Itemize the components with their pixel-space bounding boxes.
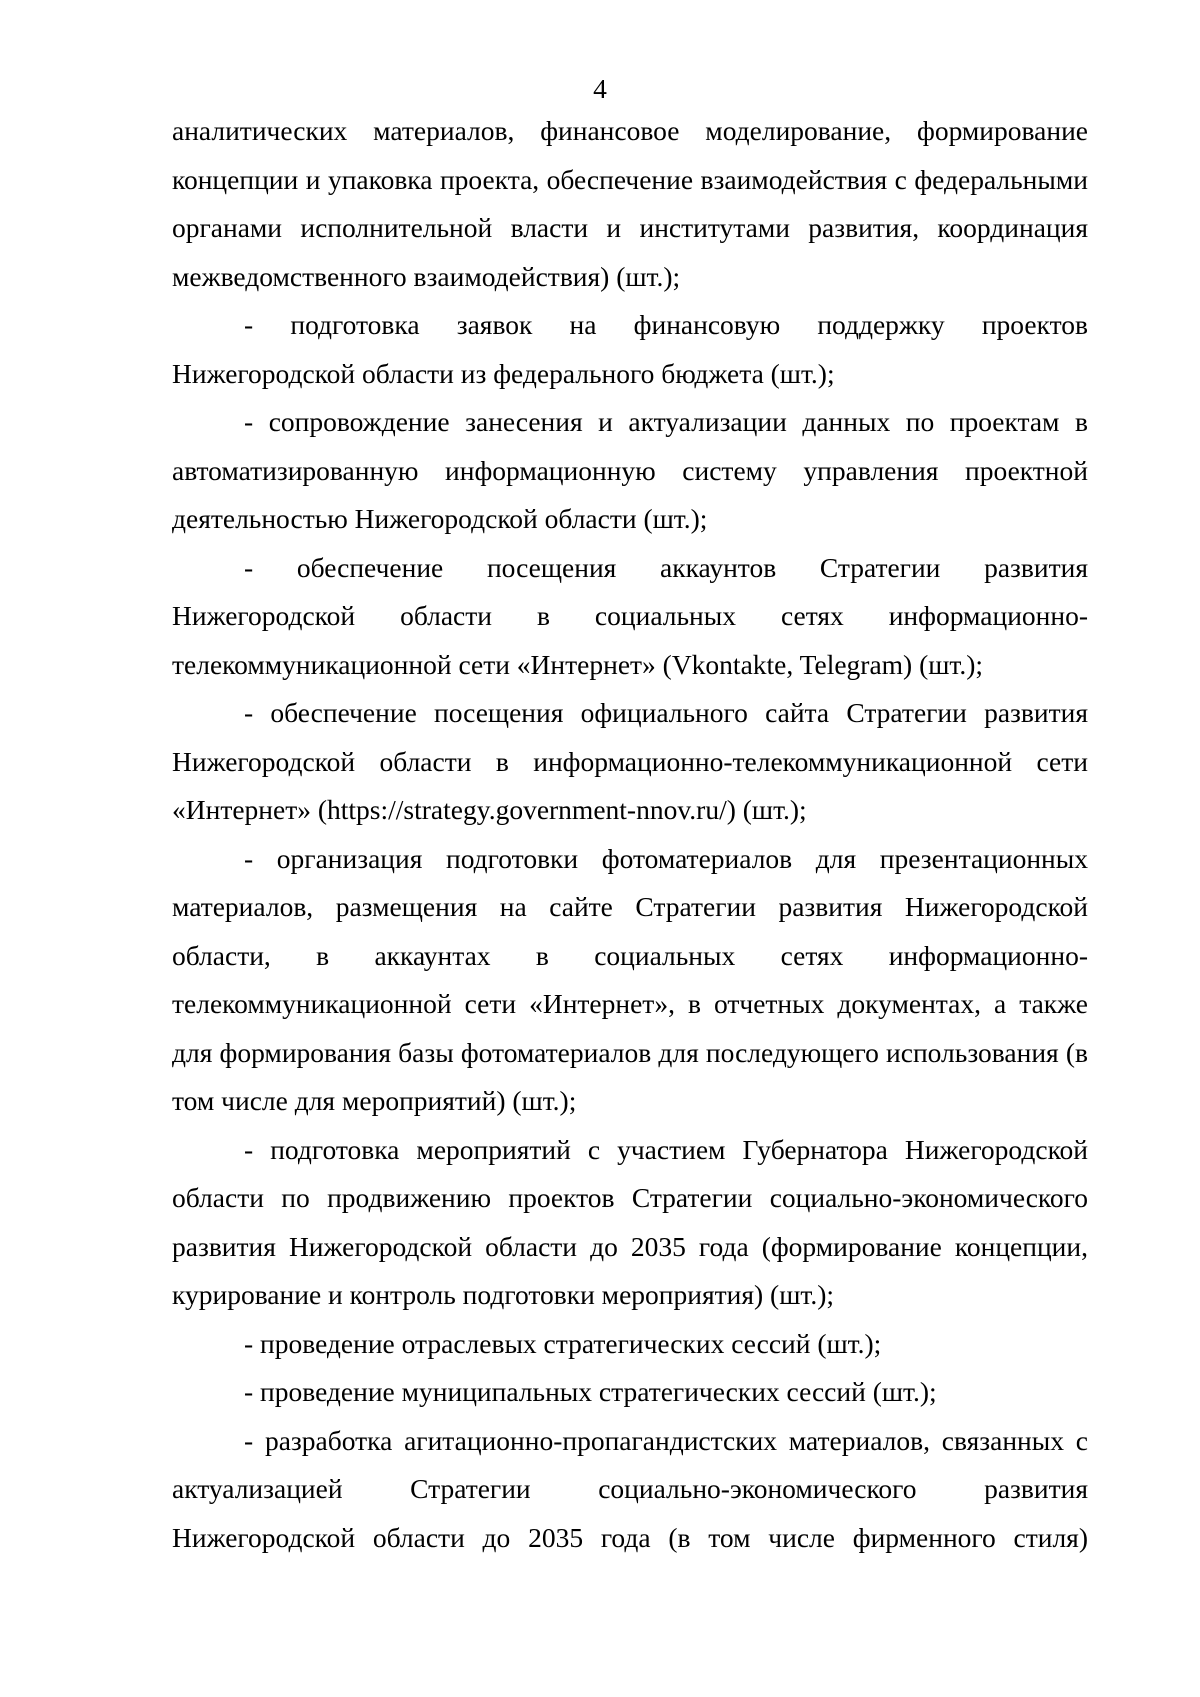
list-item-project-data-support: - сопровождение занесения и актуализации данных по проектам в автоматизированную информационную систему управления проектной деятельностью Нижегородской области (шт.); (172, 406, 1088, 534)
list-item-industry-sessions: - проведение отраслевых стратегических сессий (шт.); (244, 1327, 882, 1359)
list-item-official-site-visits: - обеспечение посещения официального сайта Стратегии развития Нижегородской области в информационно-телекоммуникационной сети «Интернет» (https://strategy.government-nnov.ru/) (шт.); (172, 697, 1088, 825)
page-number: 4 (593, 73, 607, 104)
list-item-promo-materials: - разработка агитационно-пропагандистских материалов, связанных с актуализацией Стратегии социально-экономического развития Нижегородской области до 2035 года (в том числе фирменного стиля) (172, 1424, 1088, 1553)
list-item-municipal-sessions: - проведение муниципальных стратегических сессий (шт.); (244, 1376, 937, 1407)
list-item-governor-events: - подготовка мероприятий с участием Губернатора Нижегородской области по продвижению проектов Стратегии социально-экономического развития Нижегородской области до 2035 года (формирование концепции, курирование и контроль подготовки мероприятия) (шт.); (172, 1133, 1088, 1310)
document-body (172, 107, 1088, 1562)
paragraph-analytics-continuation: аналитических материалов, финансовое моделирование, формирование концепции и упаковка проекта, обеспечение взаимодействия с федеральными органами исполнительной власти и институтами развития, координация межведомственного взаимодействия) (шт.); (172, 115, 1088, 292)
list-item-funding-applications: - подготовка заявок на финансовую поддержку проектов Нижегородской области из федерального бюджета (шт.); (172, 309, 1088, 389)
list-item-social-accounts-visits: - обеспечение посещения аккаунтов Стратегии развития Нижегородской области в социальных сетях информационно-телекоммуникационной сети «Интернет» (Vkontakte, Telegram) (шт.); (172, 551, 1088, 680)
list-item-photo-materials: - организация подготовки фотоматериалов для презентационных материалов, размещения на сайте Стратегии развития Нижегородской области, в аккаунтах в социальных сетях информационно-телекоммуникационной сети «Интернет», в отчетных документах, а также для формирования базы фотоматериалов для последующего использования (в том числе для мероприятий) (шт.); (172, 842, 1088, 1116)
